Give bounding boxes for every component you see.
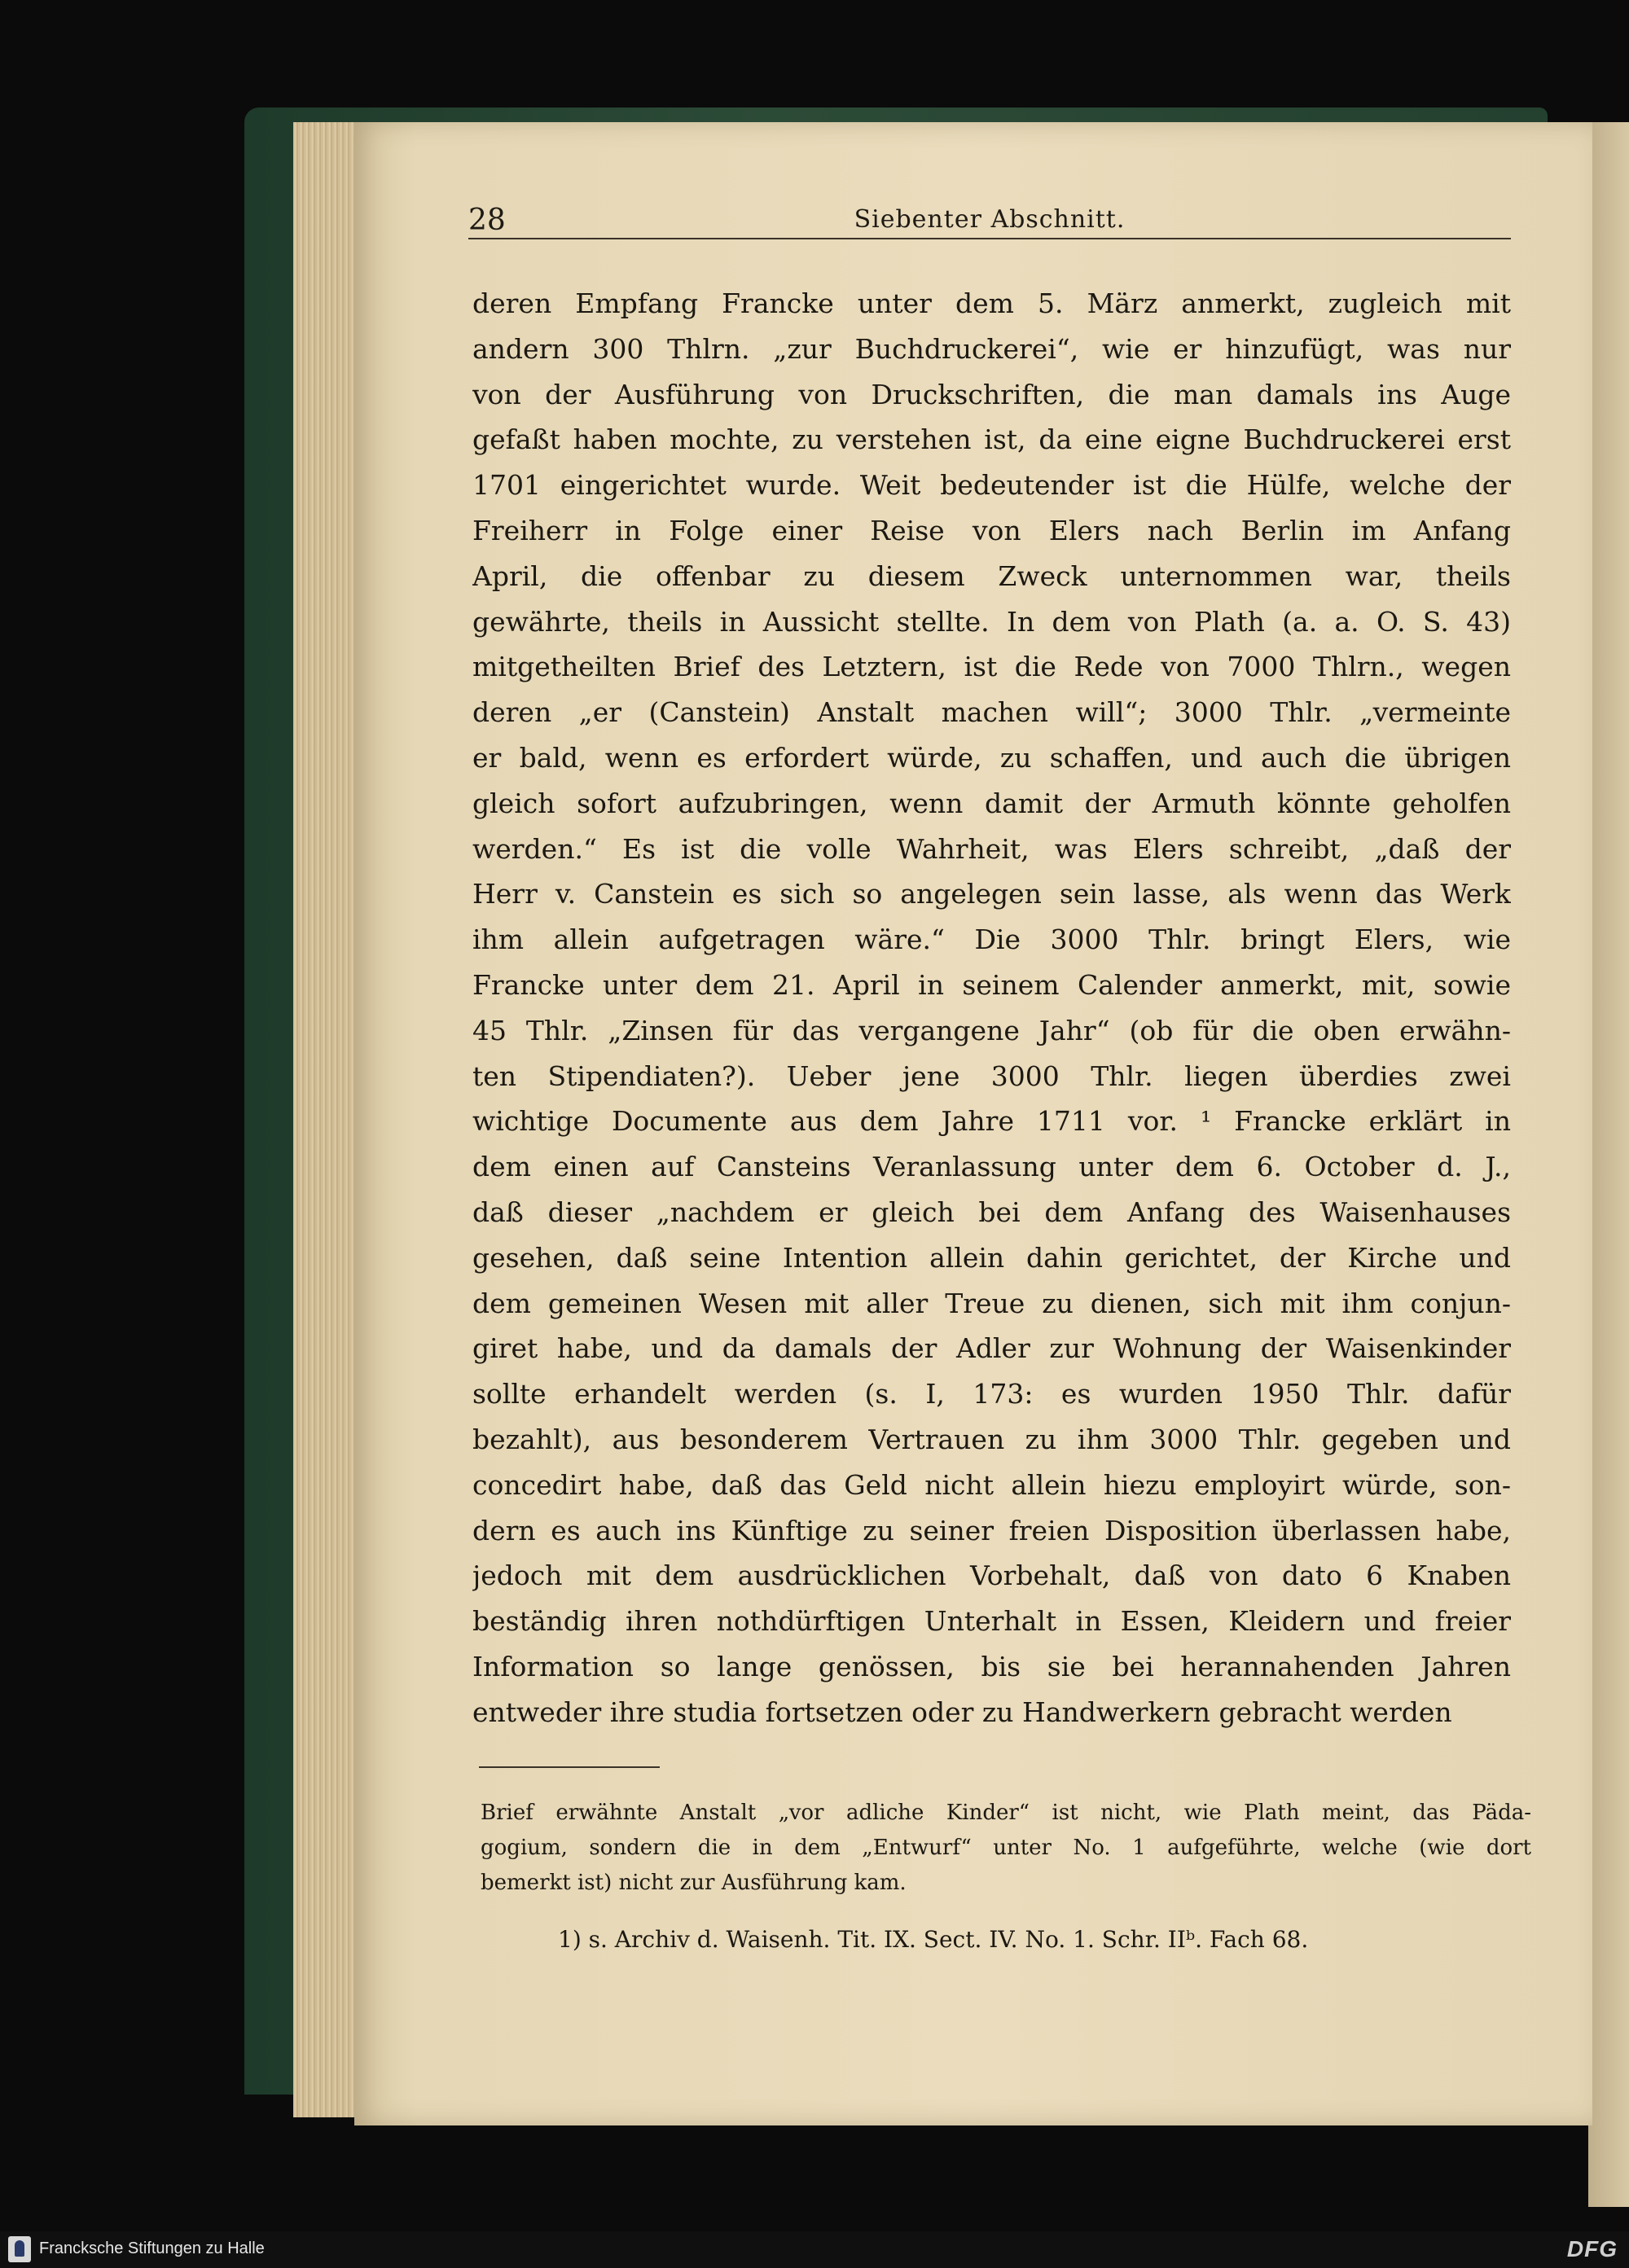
body-line: April, die offenbar zu diesem Zweck unternommen war, theils: [472, 559, 1511, 592]
body-line: giret habe, und da damals der Adler zur Wohnung der Waisenkinder: [472, 1332, 1511, 1365]
body-line: von der Ausführung von Druckschriften, die man damals ins Auge: [472, 378, 1511, 410]
header-rule: [468, 238, 1511, 239]
body-line: er bald, wenn es erfordert würde, zu schaffen, und auch die übrigen: [472, 741, 1511, 774]
body-line: beständig ihren nothdürftigen Unterhalt in Essen, Kleidern und freier: [472, 1605, 1511, 1638]
body-line: gefaßt haben mochte, zu verstehen ist, da eine eigne Buchdruckerei erst: [472, 423, 1511, 456]
body-line: dem einen auf Cansteins Veranlassung unter dem 6. October d. J.,: [472, 1151, 1511, 1183]
page-number: 28: [468, 204, 506, 237]
body-line: mitgetheilten Brief des Letztern, ist die Rede von 7000 Thlrn., wegen: [472, 651, 1511, 683]
body-line: jedoch mit dem ausdrücklichen Vorbehalt, daß von dato 6 Knaben: [472, 1560, 1511, 1592]
provider-name: Francksche Stiftungen zu Halle: [39, 2239, 265, 2257]
body-line: deren „er (Canstein) Anstalt machen will“; 3000 Thlr. „vermeinte: [472, 696, 1511, 729]
footnote-line: bemerkt ist) nicht zur Ausführung kam.: [481, 1871, 907, 1895]
body-line: entweder ihre studia fortsetzen oder zu Handwerkern gebracht werden: [472, 1696, 1452, 1728]
body-line: gesehen, daß seine Intention allein dahin gerichtet, der Kirche und: [472, 1241, 1511, 1274]
footnote-line: gogium, sondern die in dem „Entwurf“ unter No. 1 aufgeführte, welche (wie dort: [481, 1836, 1531, 1860]
body-line: Freiherr in Folge einer Reise von Elers nach Berlin im Anfang: [472, 514, 1511, 546]
dfg-logo: DFG: [1566, 2236, 1618, 2261]
body-line: 1701 eingerichtet wurde. Weit bedeutender ist die Hülfe, welche der: [472, 469, 1511, 502]
footnote-reference: 1) s. Archiv d. Waisenh. Tit. IX. Sect. IV. No. 1. Schr. IIᵇ. Fach 68.: [558, 1926, 1309, 1953]
body-line: ten Stipendiaten?). Ueber jene 3000 Thlr. liegen überdies zwei: [472, 1059, 1511, 1092]
facing-page-edge: [1588, 122, 1629, 2207]
body-line: dem gemeinen Wesen mit aller Treue zu dienen, sich mit ihm conjun-: [472, 1287, 1511, 1319]
body-line: andern 300 Thlrn. „zur Buchdruckerei“, wie er hinzufügt, was nur: [472, 332, 1511, 365]
running-title: Siebenter Abschnitt.: [854, 205, 1126, 234]
body-line: ihm allein aufgetragen wäre.“ Die 3000 Thlr. bringt Elers, wie: [472, 923, 1511, 956]
body-line: wichtige Documente aus dem Jahre 1711 vor. ¹ Francke erklärt in: [472, 1105, 1511, 1138]
body-line: Herr v. Canstein es sich so angelegen sein lasse, als wenn das Werk: [472, 878, 1511, 910]
body-line: 45 Thlr. „Zinsen für das vergangene Jahr“ (ob für die oben erwähn-: [472, 1014, 1511, 1046]
body-line: dern es auch ins Künftige zu seiner freien Disposition überlassen habe,: [472, 1514, 1511, 1546]
body-line: werden.“ Es ist die volle Wahrheit, was Elers schreibt, „daß der: [472, 832, 1511, 865]
body-line: Francke unter dem 21. April in seinem Calender anmerkt, mit, sowie: [472, 968, 1511, 1001]
body-line: daß dieser „nachdem er gleich bei dem Anfang des Waisenhauses: [472, 1195, 1511, 1228]
viewer-footer: [0, 2231, 1629, 2268]
body-line: deren Empfang Francke unter dem 5. März anmerkt, zugleich mit: [472, 287, 1511, 319]
body-line: bezahlt), aus besonderem Vertrauen zu ihm 3000 Thlr. gegeben und: [472, 1423, 1511, 1455]
running-head: [468, 204, 1511, 252]
footnotes: [481, 1796, 1531, 1901]
page-edges: [293, 122, 358, 2117]
footnote-line: Brief erwähnte Anstalt „vor adliche Kinder“ ist nicht, wie Plath meint, das Päda-: [481, 1801, 1531, 1825]
body-line: concedirt habe, daß das Geld nicht allein hiezu employirt würde, son-: [472, 1468, 1511, 1501]
body-line: Information so lange genössen, bis sie bei herannahenden Jahren: [472, 1650, 1511, 1682]
body-line: sollte erhandelt werden (s. I, 173: es wurden 1950 Thlr. dafür: [472, 1378, 1511, 1410]
provider-logo-icon: [8, 2236, 31, 2262]
body-line: gewährte, theils in Aussicht stellte. In dem von Plath (a. a. O. S. 43): [472, 605, 1511, 638]
body-text: [472, 281, 1511, 1735]
footnote-rule: [479, 1766, 660, 1768]
body-line: gleich sofort aufzubringen, wenn damit der Armuth könnte geholfen: [472, 787, 1511, 819]
